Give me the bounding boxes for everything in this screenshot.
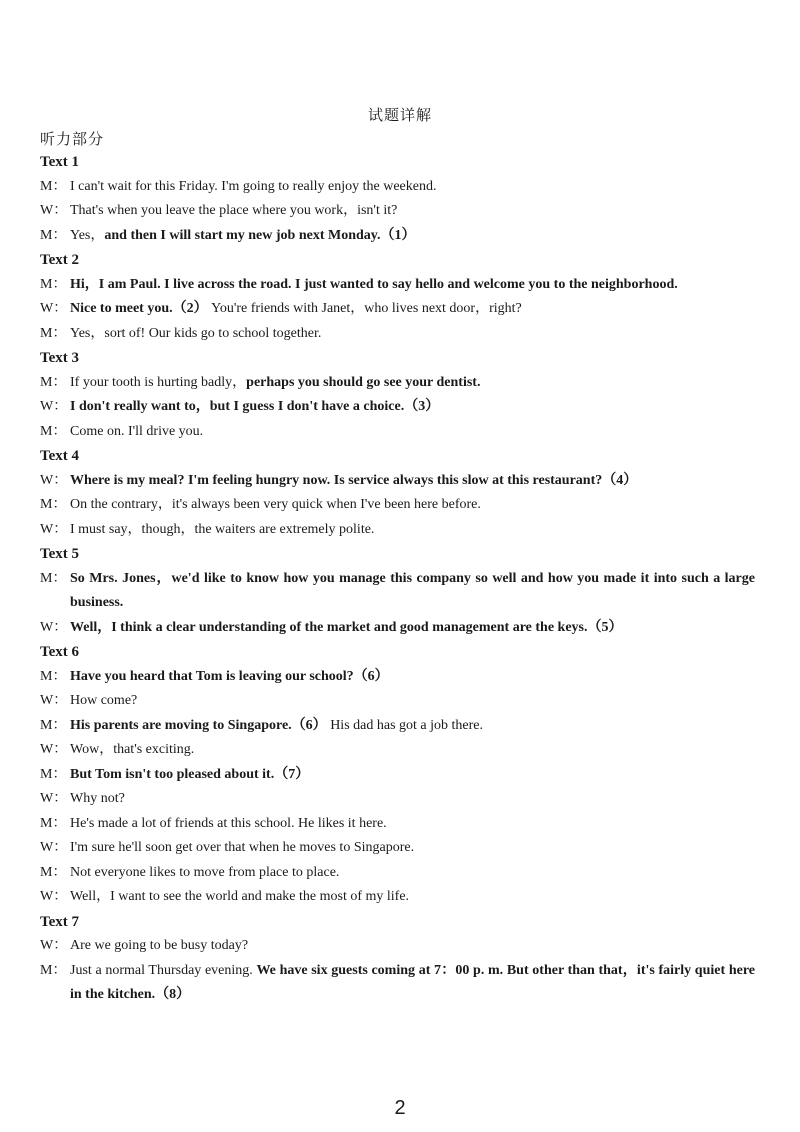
dialogue-line (40, 885, 755, 910)
speaker-label: M： (40, 325, 67, 341)
speaker-label: M： (40, 766, 67, 782)
dialogue-line (40, 616, 755, 641)
speaker-label: W： (40, 399, 68, 414)
text-heading: Text 5 (40, 546, 80, 562)
dialogue-line (40, 420, 755, 445)
dialogue-text: Not everyone likes to move from place to place. (70, 864, 340, 880)
dialogue-text: He's made a lot of friends at this school. He likes it here. (70, 815, 387, 831)
text-block (40, 910, 755, 1008)
dialogue-line (40, 371, 755, 396)
dialogue-text: That's when you leave the place where you work，isn't it? (70, 203, 398, 218)
speaker-label: W： (40, 472, 68, 488)
speaker-label: W： (40, 938, 68, 953)
answer-key-text: We have six guests coming at 7：00 p. m. But other than that，it's fairly quiet here in the kitchen.（8） (70, 962, 755, 1002)
page-number: 2 (394, 1097, 406, 1119)
speaker-label: M： (40, 717, 67, 733)
dialogue-text: Well，I want to see the world and make the most of my life. (70, 889, 410, 904)
speaker-label: M： (40, 668, 67, 684)
text-block (40, 444, 755, 542)
speaker-label: W： (40, 521, 68, 537)
dialogue-line (40, 836, 755, 861)
dialogue-line (40, 469, 755, 494)
speaker-label: W： (40, 889, 68, 904)
dialogue-text: If your tooth is hurting badly， (70, 374, 247, 390)
dialogue-text: On the contrary，it's always been very quick when I've been here before. (70, 497, 481, 512)
speaker-label: M： (40, 497, 67, 512)
dialogue-text: Why not? (70, 791, 125, 806)
speaker-label: W： (40, 693, 68, 708)
dialogue-line (40, 665, 755, 690)
dialogue-text: Come on. I'll drive you. (70, 423, 204, 439)
dialogue-text: Are we going to be busy today? (70, 938, 249, 953)
dialogue-text: You're friends with Janet，who lives next door，right? (207, 301, 522, 316)
dialogue-line (40, 395, 755, 420)
dialogue-line (40, 959, 755, 1008)
text-block (40, 542, 755, 640)
transcript (40, 150, 755, 1008)
answer-key-text: and then I will start my new job next Monday.（1） (104, 227, 416, 243)
text-heading: Text 2 (40, 252, 80, 268)
dialogue-line (40, 714, 755, 739)
speaker-label: M： (40, 864, 67, 880)
speaker-label: W： (40, 301, 68, 316)
dialogue-text: Yes，sort of! Our kids go to school together. (70, 325, 322, 341)
answer-key-text: His parents are moving to Singapore.（6） (70, 717, 327, 733)
dialogue-text: His dad has got a job there. (326, 717, 483, 733)
dialogue-line (40, 738, 755, 763)
dialogue-line (40, 175, 755, 200)
dialogue-line (40, 934, 755, 959)
section-title: 听力部分 (40, 132, 105, 148)
answer-key-text: So Mrs. Jones，we'd like to know how you manage this company so well and how you made it into such a large business. (70, 570, 755, 610)
dialogue-text: I'm sure he'll soon get over that when he moves to Singapore. (70, 840, 415, 855)
answer-key-text: Nice to meet you.（2） (70, 301, 208, 316)
dialogue-line (40, 812, 755, 837)
dialogue-line (40, 763, 755, 788)
dialogue-line (40, 297, 755, 322)
dialogue-text: Wow，that's exciting. (70, 742, 195, 757)
dialogue-line (40, 861, 755, 886)
dialogue-text: I can't wait for this Friday. I'm going to really enjoy the weekend. (70, 178, 437, 194)
speaker-label: W： (40, 791, 68, 806)
dialogue-line (40, 322, 755, 347)
dialogue-line (40, 199, 755, 224)
speaker-label: W： (40, 742, 68, 757)
speaker-label: M： (40, 374, 67, 390)
text-block (40, 640, 755, 910)
speaker-label: M： (40, 227, 67, 243)
speaker-label: W： (40, 619, 68, 635)
answer-key-text: I don't really want to，but I guess I don't have a choice.（3） (70, 399, 440, 414)
dialogue-line (40, 224, 755, 249)
dialogue-line (40, 518, 755, 543)
text-block (40, 346, 755, 444)
answer-key-text: perhaps you should go see your dentist. (246, 374, 481, 390)
text-heading: Text 6 (40, 644, 80, 660)
page-title: 试题详解 (367, 108, 432, 124)
text-block (40, 248, 755, 346)
speaker-label: W： (40, 840, 68, 855)
text-block (40, 150, 755, 248)
dialogue-line (40, 273, 755, 298)
answer-key-text: But Tom isn't too pleased about it.（7） (70, 766, 310, 782)
answer-key-text: Have you heard that Tom is leaving our school?（6） (70, 668, 389, 684)
dialogue-text: I must say，though，the waiters are extremely polite. (70, 521, 375, 537)
answer-key-text: Well，I think a clear understanding of the market and good management are the keys.（5） (70, 619, 623, 635)
text-heading: Text 7 (40, 913, 80, 930)
speaker-label: M： (40, 276, 67, 292)
dialogue-line (40, 689, 755, 714)
speaker-label: M： (40, 178, 67, 194)
speaker-label: M： (40, 423, 67, 439)
dialogue-text: Yes， (70, 227, 105, 243)
dialogue-line (40, 493, 755, 518)
dialogue-line (40, 787, 755, 812)
dialogue-text: Just a normal Thursday evening. (70, 962, 257, 978)
dialogue-text: How come? (70, 693, 138, 708)
text-heading: Text 1 (40, 154, 80, 170)
speaker-label: M： (40, 815, 67, 831)
answer-key-text: Where is my meal? I'm feeling hungry now. Is service always this slow at this restaurant?（4） (70, 472, 638, 488)
speaker-label: W： (40, 203, 68, 218)
speaker-label: M： (40, 962, 67, 978)
text-heading: Text 3 (40, 350, 80, 366)
answer-key-text: Hi，I am Paul. I live across the road. I just wanted to say hello and welcome you to the neighborhood. (70, 276, 678, 292)
dialogue-line (40, 567, 755, 616)
speaker-label: M： (40, 570, 67, 586)
text-heading: Text 4 (40, 448, 80, 464)
